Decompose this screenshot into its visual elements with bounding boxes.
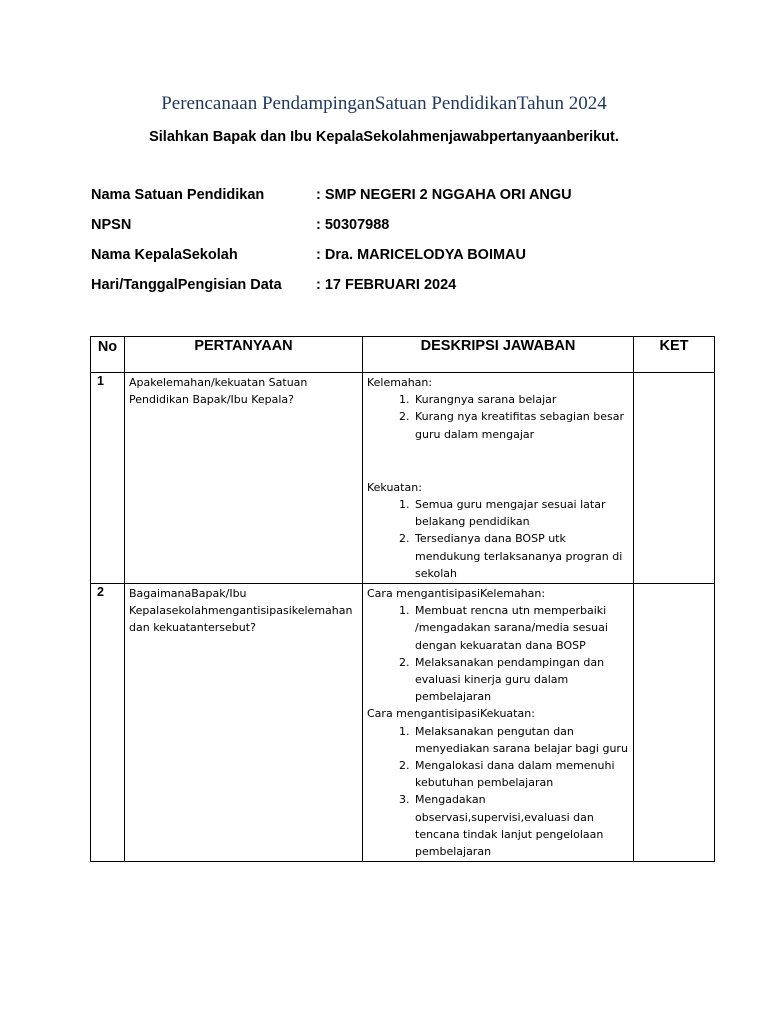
document-subtitle: Silahkan Bapak dan Ibu KepalaSekolahmenjawabpertanyaanberikut. (149, 129, 619, 145)
list-item: 2. Mengalokasi dana dalam memenuhi kebutuhan pembelajaran (413, 757, 629, 791)
header-note: KET (634, 337, 715, 373)
info-value: : SMP NEGERI 2 NGGAHA ORI ANGU (316, 187, 572, 203)
header-no: No (91, 337, 125, 373)
header-question: PERTANYAAN (125, 337, 363, 373)
list-item: 1. Kurangnya sarana belajar (413, 391, 629, 408)
info-label: Nama Satuan Pendidikan (91, 187, 265, 203)
header-answer: DESKRIPSI JAWABAN (363, 337, 634, 373)
answer-cell (363, 584, 634, 862)
info-value: : Dra. MARICELODYA BOIMAU (316, 247, 526, 263)
table-header-row (91, 337, 715, 373)
document-title: Perencanaan PendampinganSatuan PendidikanTahun 2024 (161, 93, 607, 114)
list-item: 1. Semua guru mengajar sesuai latar belakang pendidikan (413, 496, 629, 530)
list-item: 2. Melaksanakan pendampingan dan evaluasi kinerja guru dalam pembelajaran (413, 654, 629, 706)
answer-cell (363, 373, 634, 584)
info-label: NPSN (91, 217, 132, 233)
answer-section-label: Kekuatan: (367, 480, 422, 494)
row-number: 1 (91, 373, 125, 584)
list-item: 1. Melaksanakan pengutan dan menyediakan sarana belajar bagi guru (413, 723, 629, 757)
info-value: : 50307988 (316, 217, 390, 233)
answer-list (367, 602, 629, 705)
info-label: Nama KepalaSekolah (91, 247, 238, 263)
info-value: : 17 FEBRUARI 2024 (316, 277, 457, 293)
answer-list (367, 723, 629, 861)
answer-section-label: Kelemahan: (367, 376, 433, 389)
question-cell: Apakelemahan/kekuatan Satuan Pendidikan Bapak/Ibu Kepala? (125, 373, 363, 584)
note-cell (634, 584, 715, 862)
list-item: 2. Kurang nya kreatifitas sebagian besar guru dalam mengajar (413, 408, 629, 442)
row-number: 2 (91, 584, 125, 862)
answer-section-label: Cara mengantisipasiKekuatan: (367, 707, 535, 721)
spacer (367, 443, 629, 479)
question-cell: BagaimanaBapak/Ibu Kepalasekolahmengantisipasikelemahan dan kekuatantersebut? (125, 584, 363, 862)
list-item: 1. Membuat rencna utn memperbaiki /mengadakan sarana/media sesuai dengan kekuaratan dana BOSP (413, 602, 629, 654)
answer-section-label: Cara mengantisipasiKelemahan: (367, 587, 546, 601)
answer-list (367, 391, 629, 443)
answer-list (367, 496, 629, 582)
list-item: 2. Tersedianya dana BOSP utk mendukung terlaksananya progran di sekolah (413, 530, 629, 582)
note-cell (634, 373, 715, 584)
info-label: Hari/TanggalPengisian Data (91, 277, 282, 293)
table-row (91, 373, 715, 584)
question-table (90, 336, 715, 862)
table-row (91, 584, 715, 862)
list-item: 3. Mengadakan observasi,supervisi,evaluasi dan tencana tindak lanjut pengelolaan pembelajaran (413, 791, 629, 860)
